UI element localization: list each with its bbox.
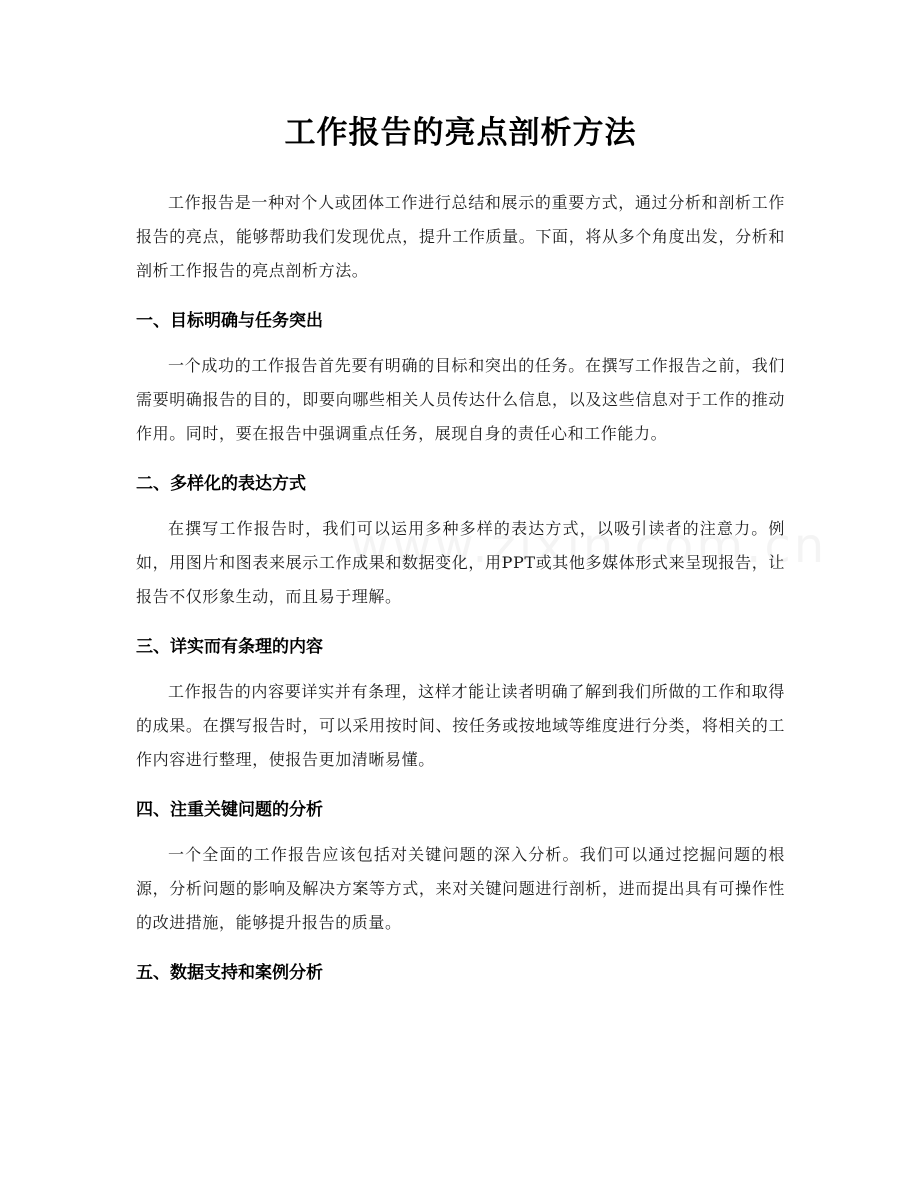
section-3	[136, 632, 785, 777]
section-heading: 一、目标明确与任务突出	[136, 311, 323, 331]
section-5	[136, 958, 785, 988]
section-heading: 二、多样化的表达方式	[136, 474, 306, 494]
section-2	[136, 469, 785, 614]
section-heading: 四、注重关键问题的分析	[136, 800, 323, 820]
section-paragraph: 一个全面的工作报告应该包括对关键问题的深入分析。我们可以通过挖掘问题的根源，分析问题的影响及解决方案等方式，来对关键问题进行剖析，进而提出具有可操作性的改进措施，能够提升报告的质量。	[136, 845, 785, 932]
section-paragraph: 在撰写工作报告时，我们可以运用多种多样的表达方式，以吸引读者的注意力。例如，用图片和图表来展示工作成果和数据变化，用PPT或其他多媒体形式来呈现报告，让报告不仅形象生动，而且易于理解。	[136, 519, 785, 606]
section-paragraph: 工作报告的内容要详实并有条理，这样才能让读者明确了解到我们所做的工作和取得的成果。在撰写报告时，可以采用按时间、按任务或按地域等维度进行分类，将相关的工作内容进行整理，使报告更加清晰易懂。	[136, 682, 785, 769]
section-heading: 三、详实而有条理的内容	[136, 637, 323, 657]
section-paragraph: 一个成功的工作报告首先要有明确的目标和突出的任务。在撰写工作报告之前，我们需要明确报告的目的，即要向哪些相关人员传达什么信息，以及这些信息对于工作的推动作用。同时，要在报告中强调重点任务，展现自身的责任心和工作能力。	[136, 356, 785, 443]
section-4	[136, 795, 785, 940]
intro-paragraph: 工作报告是一种对个人或团体工作进行总结和展示的重要方式，通过分析和剖析工作报告的亮点，能够帮助我们发现优点，提升工作质量。下面，将从多个角度出发，分析和剖析工作报告的亮点剖析方法。	[136, 193, 785, 280]
section-heading: 五、数据支持和案例分析	[136, 963, 323, 983]
section-1	[136, 306, 785, 451]
document-title: 工作报告的亮点剖析方法	[284, 115, 637, 151]
